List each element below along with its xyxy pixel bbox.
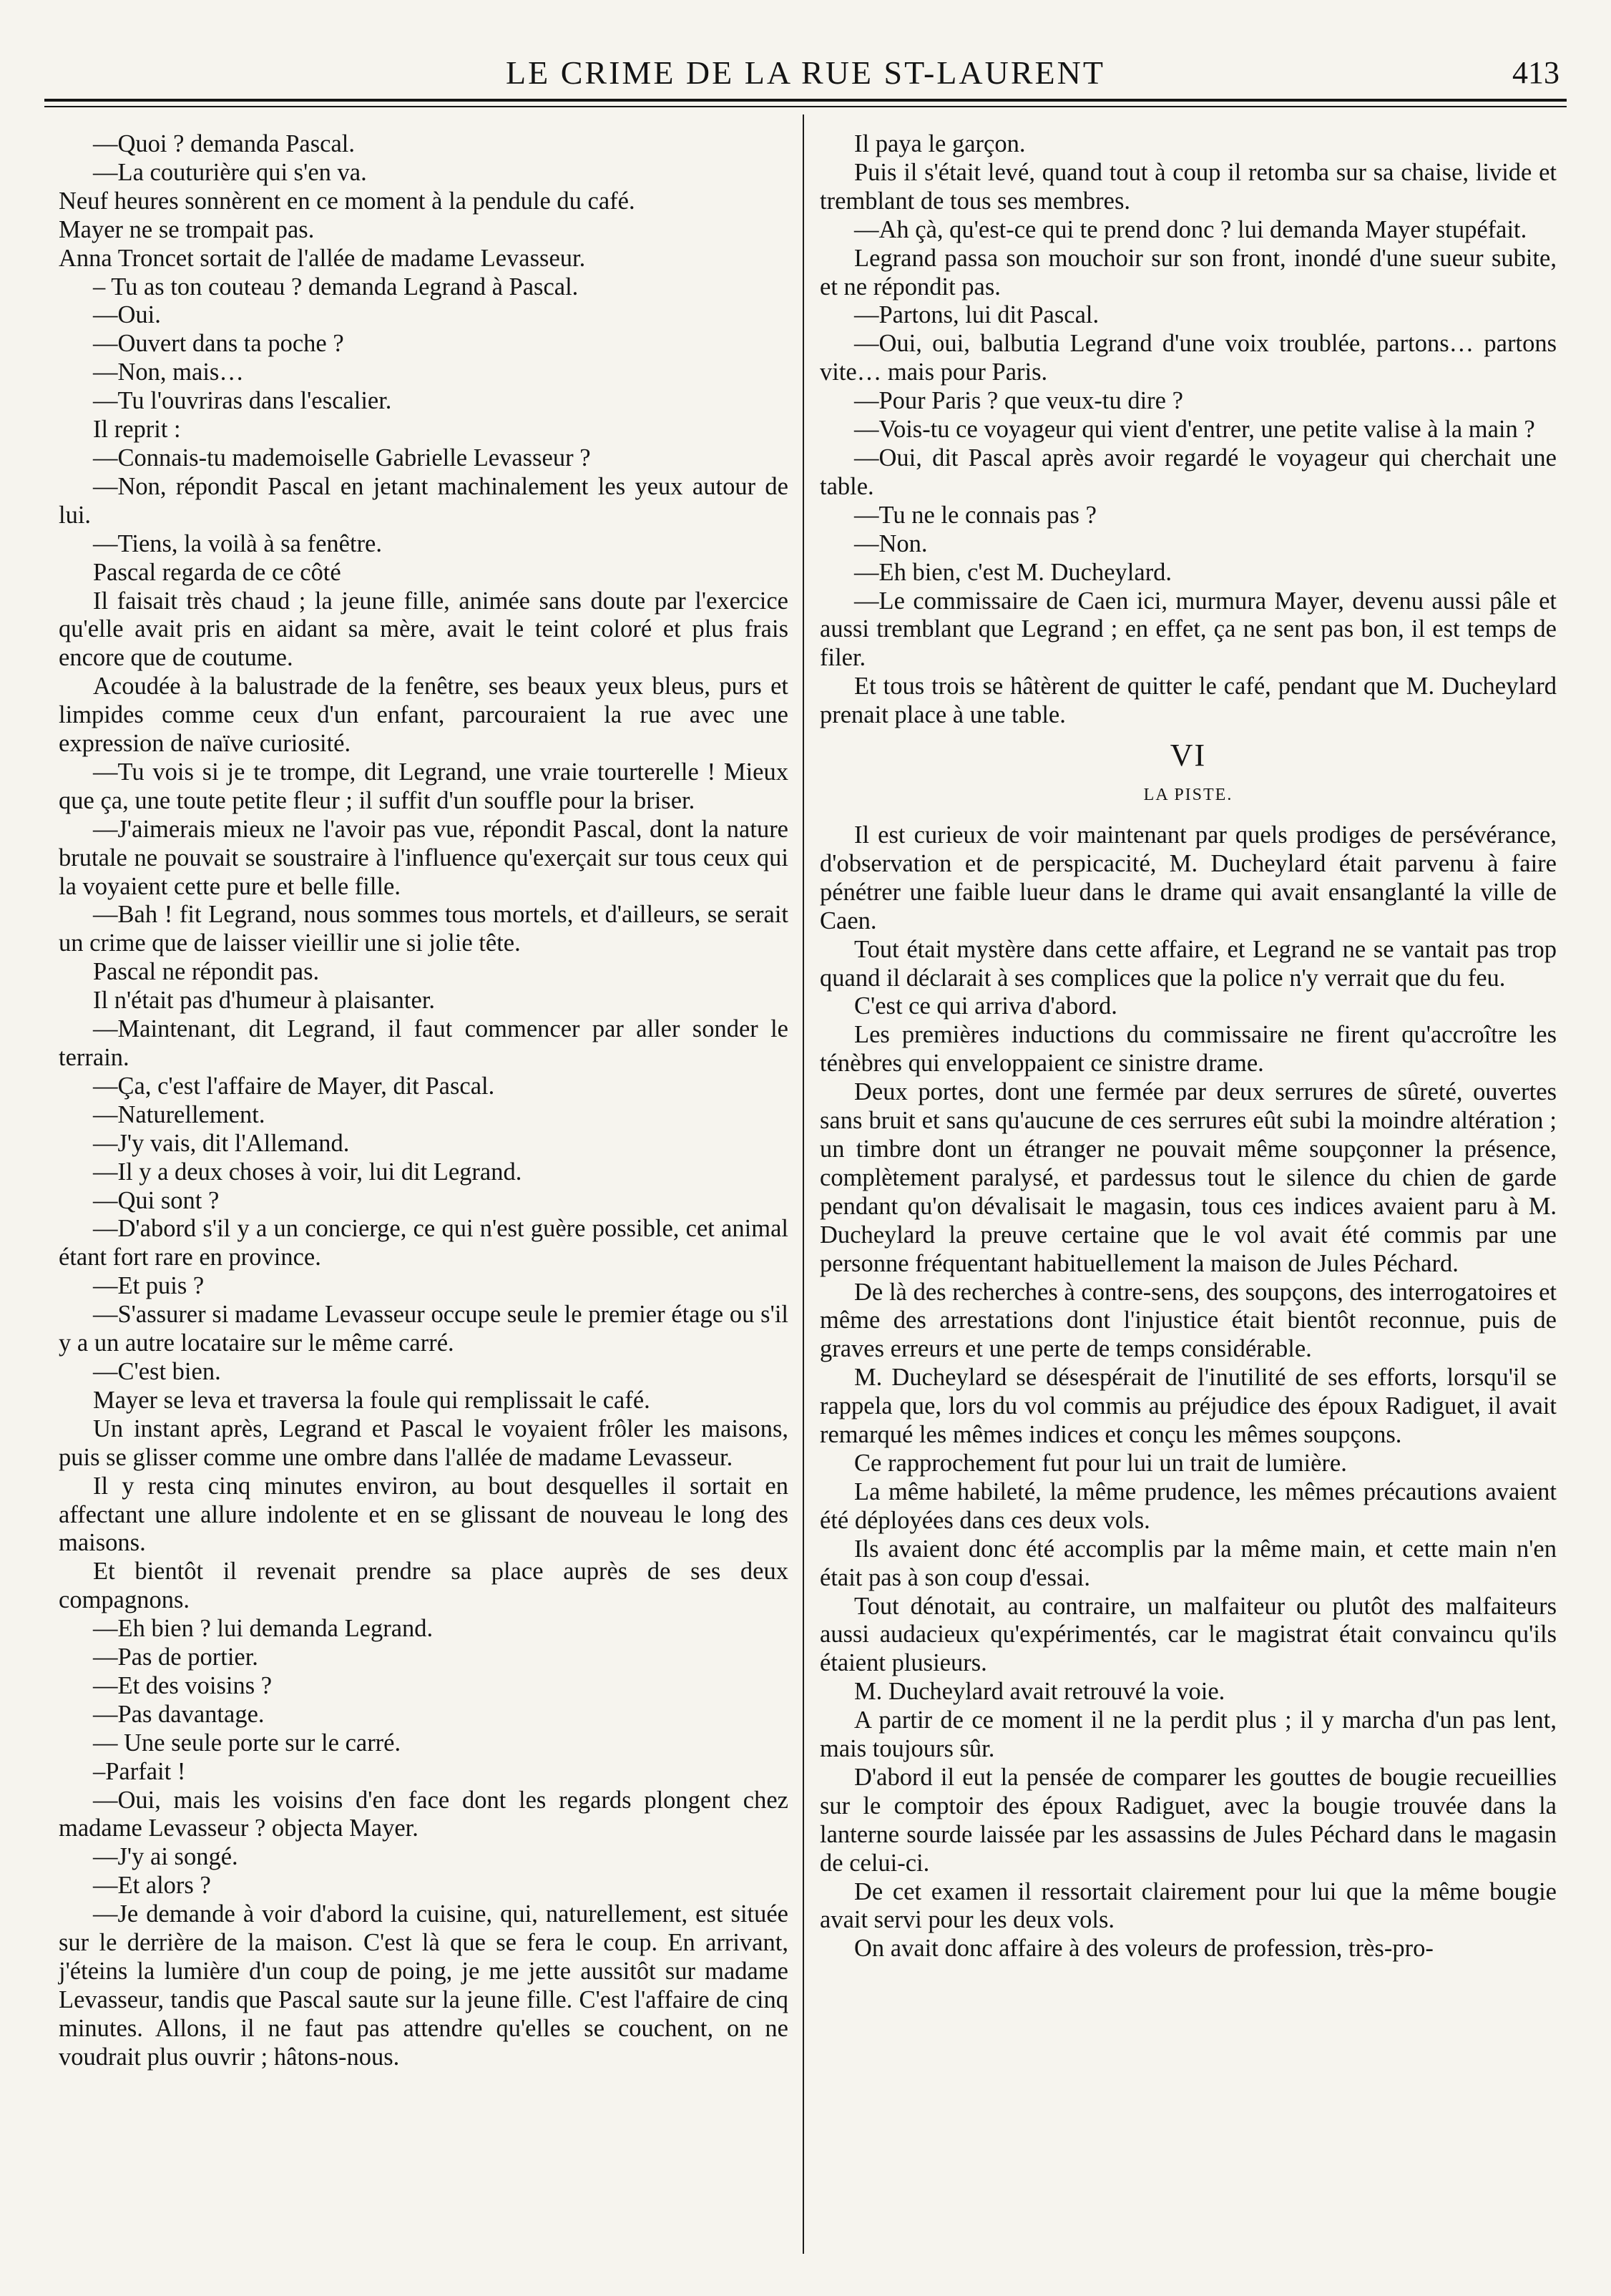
header-rule-thick <box>44 99 1567 102</box>
paragraph: D'abord il eut la pensée de comparer les gouttes de bougie recueillies sur le comptoir des époux Radiguet, avec la bougie trouvée dans la lanterne sourde laissée par les assassins de Jules Péchard dans le magasin de celui-ci. <box>820 1763 1557 1877</box>
paragraph: M. Ducheylard avait retrouvé la voie. <box>854 1678 1225 1706</box>
chapter-number: VI <box>1170 738 1207 773</box>
paragraph: Deux portes, dont une fermée par deux serrures de sûreté, ouvertes sans bruit et sans qu'aucune de ces serrures eût subi la moindre altération ; un timbre dont un étranger ne pouvait même soupçonner la présence, complètement paralysé, et pardessus tout le silence du chien de garde pendant qu'on dévalisait le magasin, tous ces indices avaient paru à M. Ducheylard la preuve certaine que le vol avait été commis par une personne fréquentant habituellement la maison de Jules Péchard. <box>820 1078 1557 1277</box>
paragraph: Il paya le garçon. <box>854 130 1026 157</box>
column-separator <box>803 114 804 2254</box>
paragraph: –Parfait ! <box>93 1757 186 1785</box>
paragraph: —Il y a deux choses à voir, lui dit Legrand. <box>93 1158 522 1186</box>
paragraph: Tout était mystère dans cette affaire, et Legrand ne se vantait pas trop quand il déclarait à ses complices que la police n'y verrait que du feu. <box>820 935 1557 992</box>
paragraph: Ce rapprochement fut pour lui un trait de lumière. <box>854 1449 1347 1477</box>
paragraph: De là des recherches à contre-sens, des soupçons, des interrogatoires et même des arrestations dont l'injustice était bientôt reconnue, puis de graves erreurs et une perte de temps considérable. <box>820 1278 1557 1363</box>
paragraph: C'est ce qui arriva d'abord. <box>854 992 1117 1020</box>
paragraph: — Une seule porte sur le carré. <box>93 1729 401 1757</box>
paragraph: —Et alors ? <box>93 1872 211 1900</box>
paragraph: —Vois-tu ce voyageur qui vient d'entrer, une petite valise à la main ? <box>854 416 1535 444</box>
paragraph: —Bah ! fit Legrand, nous sommes tous mortels, et d'ailleurs, se serait un crime que de laisser vieillir une si jolie tête. <box>59 901 788 957</box>
chapter-title: LA PISTE. <box>1143 786 1233 805</box>
paragraph: Pascal regarda de ce côté <box>93 558 341 586</box>
paragraph: Neuf heures sonnèrent en ce moment à la pendule du café. <box>59 187 635 215</box>
paragraph: Ils avaient donc été accomplis par la même main, et cette main n'en était pas à son coup d'essai. <box>820 1535 1557 1591</box>
running-title: LE CRIME DE LA RUE ST-LAURENT <box>506 54 1105 91</box>
paragraph: —Oui. <box>93 301 161 329</box>
paragraph: Un instant après, Legrand et Pascal le voyaient frôler les maisons, puis se glisser comme une ombre dans l'allée de madame Levasseur. <box>59 1415 788 1471</box>
running-header <box>44 52 1567 97</box>
paragraph: Anna Troncet sortait de l'allée de madame Levasseur. <box>59 244 586 272</box>
paragraph: Mayer se leva et traversa la foule qui remplissait le café. <box>93 1386 650 1414</box>
paragraph: —Pour Paris ? que veux-tu dire ? <box>854 387 1183 415</box>
paragraph: Il est curieux de voir maintenant par quels prodiges de persévérance, d'observation et de perspicacité, M. Ducheylard était parvenu à faire pénétrer une faible lueur dans le drame qui avait ensanglanté la ville de Caen. <box>820 821 1557 934</box>
paragraph: Et tous trois se hâtèrent de quitter le café, pendant que M. Ducheylard prenait place à une table. <box>820 673 1557 729</box>
paragraph: —Je demande à voir d'abord la cuisine, qui, naturellement, est située sur le derrière de la maison. C'est là que se fera le coup. En arrivant, j'éteins la lumière d'un coup de poing, je me jette aussitôt sur madame Levasseur, tandis que Pascal saute sur la jeune fille. C'est l'affaire de cinq minutes. Allons, il ne faut pas attendre qu'elles se couchent, on ne voudrait plus ouvrir ; hâtons-nous. <box>59 1900 788 2071</box>
paragraph: Mayer ne se trompait pas. <box>59 215 315 243</box>
paragraph: —Tu l'ouvriras dans l'escalier. <box>93 387 392 415</box>
paragraph: Puis il s'était levé, quand tout à coup il retomba sur sa chaise, livide et tremblant de tous ses membres. <box>820 158 1557 215</box>
paragraph: —La couturière qui s'en va. <box>93 158 367 186</box>
paragraph: —Oui, dit Pascal après avoir regardé le voyageur qui cherchait une table. <box>820 444 1557 500</box>
paragraph: Et bientôt il revenait prendre sa place auprès de ses deux compagnons. <box>59 1558 788 1614</box>
paragraph: Il n'était pas d'humeur à plaisanter. <box>93 987 436 1015</box>
paragraph: —Tiens, la voilà à sa fenêtre. <box>93 529 382 557</box>
paragraph: —Eh bien, c'est M. Ducheylard. <box>854 558 1172 586</box>
paragraph: —Non, répondit Pascal en jetant machinalement les yeux autour de lui. <box>59 472 788 529</box>
paragraph: – Tu as ton couteau ? demanda Legrand à Pascal. <box>93 273 579 301</box>
paragraph: De cet examen il ressortait clairement pour lui que la même bougie avait servi pour les deux vols. <box>820 1877 1557 1934</box>
paragraph: —Oui, oui, balbutia Legrand d'une voix troublée, partons… partons vite… mais pour Paris. <box>820 330 1557 386</box>
paragraph: —Ah çà, qu'est-ce qui te prend donc ? lui demanda Mayer stupéfait. <box>854 215 1527 243</box>
paragraph: Les premières inductions du commissaire ne firent qu'accroître les ténèbres qui enveloppaient ce sinistre drame. <box>820 1021 1557 1078</box>
paragraph: La même habileté, la même prudence, les mêmes précautions avaient été déployées dans ces deux vols. <box>820 1477 1557 1534</box>
paragraph: —Et des voisins ? <box>93 1671 273 1699</box>
paragraph: A partir de ce moment il ne la perdit plus ; il y marcha d'un pas lent, mais toujours sûr. <box>820 1706 1557 1763</box>
paragraph: —Maintenant, dit Legrand, il faut commencer par aller sonder le terrain. <box>59 1015 788 1071</box>
paragraph: On avait donc affaire à des voleurs de profession, très-pro- <box>854 1935 1434 1963</box>
paragraph: —Naturellement. <box>93 1100 265 1128</box>
paragraph: —Oui, mais les voisins d'en face dont les regards plongent chez madame Levasseur ? objecta Mayer. <box>59 1786 788 1842</box>
paragraph: Il reprit : <box>93 416 181 444</box>
paragraph: M. Ducheylard se désespérait de l'inutilité de ses efforts, lorsqu'il se rappela que, lors du vol commis au préjudice des époux Radiguet, il avait remarqué les mêmes indices et conçu les mêmes soupçons. <box>820 1364 1557 1449</box>
paragraph: —Ouvert dans ta poche ? <box>93 330 344 358</box>
page-number: 413 <box>1512 55 1559 90</box>
paragraph: —Eh bien ? lui demanda Legrand. <box>93 1615 434 1643</box>
paragraph: Il y resta cinq minutes environ, au bout desquelles il sortait en affectant une allure indolente et en se glissant de nouveau le long des maisons. <box>59 1472 788 1557</box>
paragraph: Pascal ne répondit pas. <box>93 958 320 986</box>
right-column <box>820 130 1557 1963</box>
left-column <box>59 130 788 2072</box>
paragraph: —Quoi ? demanda Pascal. <box>93 130 355 157</box>
header-rule-thin <box>44 106 1567 107</box>
paragraph: —D'abord s'il y a un concierge, ce qui n'est guère possible, cet animal étant fort rare en province. <box>59 1215 788 1271</box>
paragraph: —Non, mais… <box>93 358 244 386</box>
paragraph: —Partons, lui dit Pascal. <box>854 301 1100 329</box>
paragraph: —Non. <box>854 529 928 557</box>
paragraph: —Pas de portier. <box>93 1643 258 1671</box>
paragraph: —Et puis ? <box>93 1272 205 1300</box>
paragraph: Legrand passa son mouchoir sur son front, inondé d'une sueur subite, et ne répondit pas. <box>820 244 1557 301</box>
paragraph: Tout dénotait, au contraire, un malfaiteur ou plutôt des malfaiteurs aussi audacieux qu'expérimentés, car le magistrat était convaincu qu'ils étaient plusieurs. <box>820 1592 1557 1677</box>
paragraph: Il faisait très chaud ; la jeune fille, animée sans doute par l'exercice qu'elle avait pris en aidant sa mère, avait le teint coloré et plus frais encore que de coutume. <box>59 587 788 672</box>
paragraph: —Ça, c'est l'affaire de Mayer, dit Pascal. <box>93 1072 495 1100</box>
paragraph: —Qui sont ? <box>93 1186 220 1214</box>
paragraph: —J'aimerais mieux ne l'avoir pas vue, répondit Pascal, dont la nature brutale ne pouvait se soustraire à l'influence qu'exerçait sur tous ceux qui la voyaient cette pure et belle fille. <box>59 815 788 900</box>
paragraph: —Tu ne le connais pas ? <box>854 501 1097 529</box>
paragraph: —J'y vais, dit l'Allemand. <box>93 1129 350 1157</box>
paragraph: —J'y ai songé. <box>93 1843 238 1871</box>
paragraph: —S'assurer si madame Levasseur occupe seule le premier étage ou s'il y a un autre locataire sur le même carré. <box>59 1301 788 1357</box>
paragraph: —Pas davantage. <box>93 1700 265 1728</box>
paragraph: —Tu vois si je te trompe, dit Legrand, une vraie tourterelle ! Mieux que ça, une toute petite fleur ; il suffit d'un souffle pour la briser. <box>59 758 788 814</box>
paragraph: —Le commissaire de Caen ici, murmura Mayer, devenu aussi pâle et aussi tremblant que Legrand ; en effet, ça ne sent pas bon, il est temps de filer. <box>820 587 1557 672</box>
paragraph: Acoudée à la balustrade de la fenêtre, ses beaux yeux bleus, purs et limpides comme ceux d'un enfant, parcouraient la rue avec une expression de naïve curiosité. <box>59 673 788 758</box>
paragraph: —Connais-tu mademoiselle Gabrielle Levasseur ? <box>93 444 591 472</box>
paragraph: —C'est bien. <box>93 1357 221 1385</box>
